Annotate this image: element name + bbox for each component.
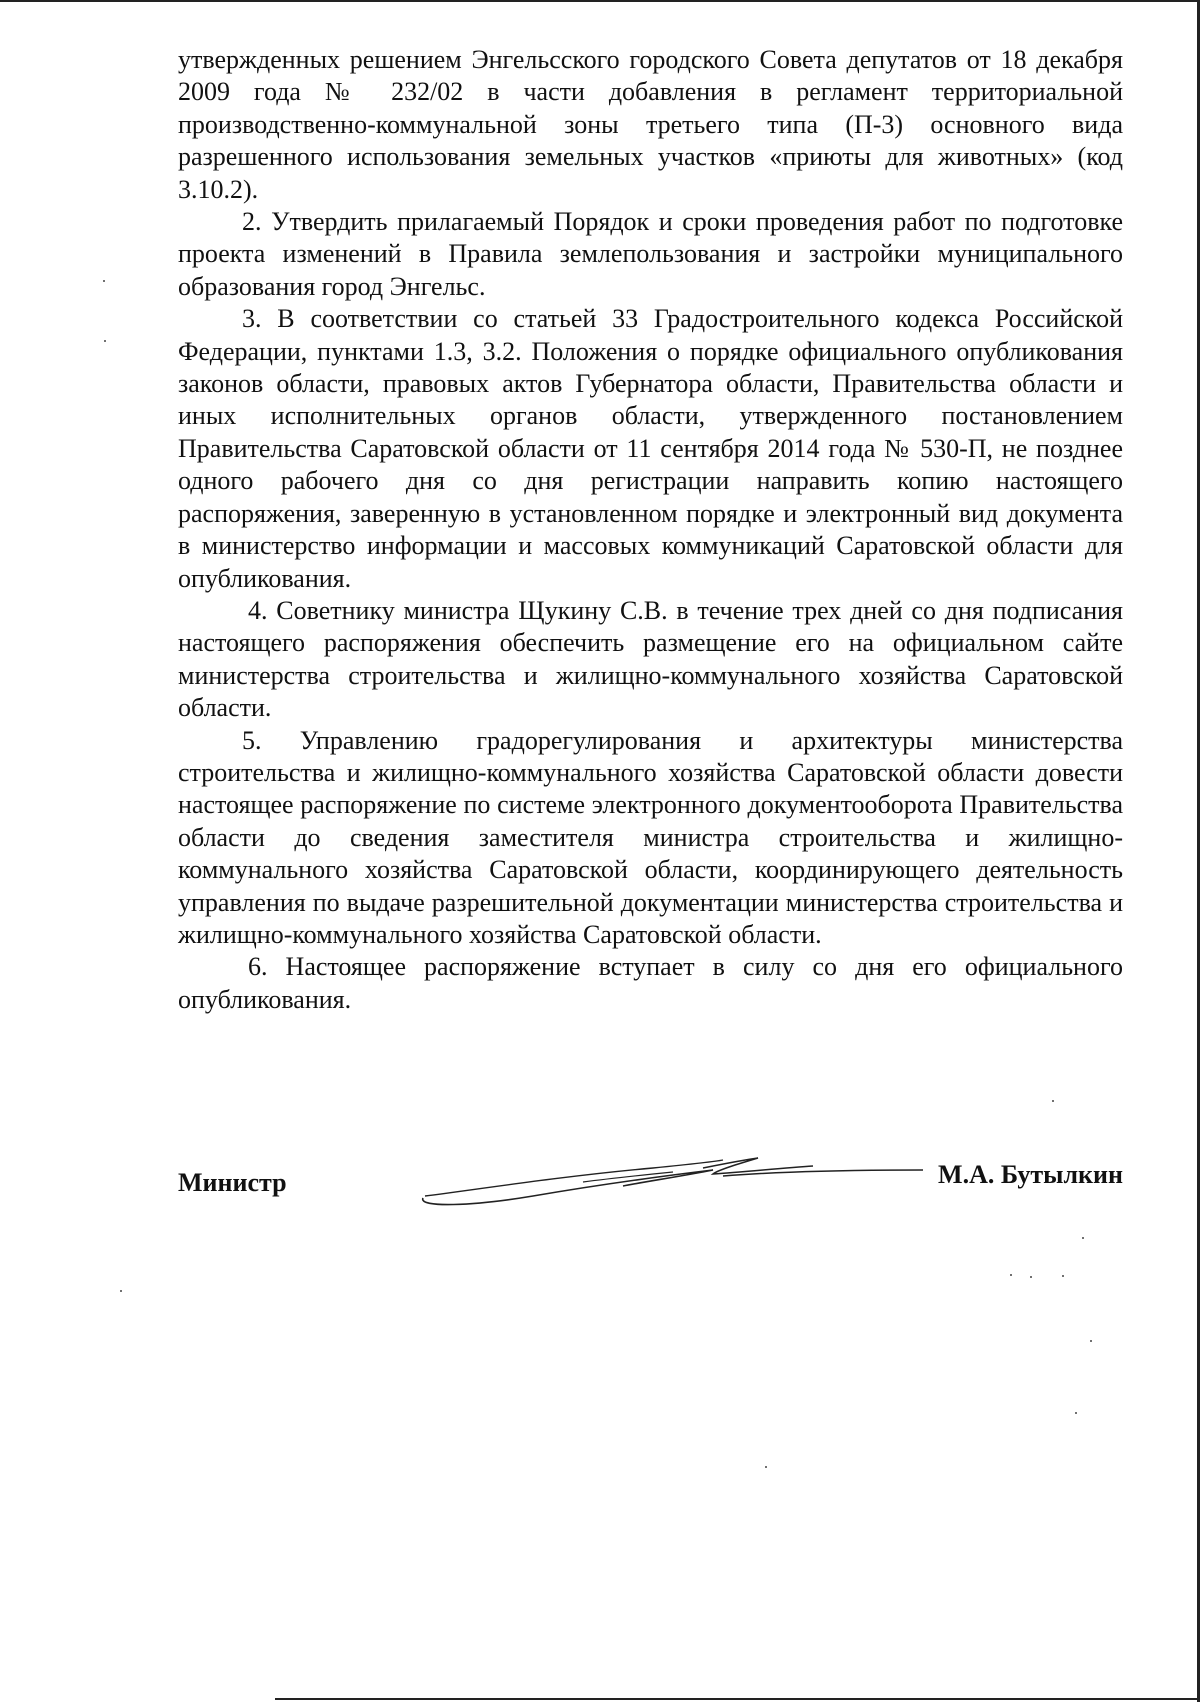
scan-speck xyxy=(1010,1274,1012,1276)
bottom-border-line xyxy=(275,1698,1200,1700)
signature-block xyxy=(178,1160,1123,1228)
paragraph-continuation: утвержденных решением Энгельсского городского Совета депутатов от 18 декабря 2009 года № 232/02 в части добавления в регламент территориальной производственно-коммунальной зоны третьего типа (П-3) основного вида разрешенного использования земельных участков «приюты для животных» (код 3.10.2). xyxy=(178,45,1123,204)
paragraph-item-2: 2. Утвердить прилагаемый Порядок и сроки проведения работ по подготовке проекта изменений в Правила землепользования и застройки муниципального образования город Энгельс. xyxy=(178,207,1123,301)
scan-speck xyxy=(1052,1100,1054,1102)
scan-speck xyxy=(1090,1340,1092,1342)
scan-speck xyxy=(765,1466,767,1468)
signatory-title: Министр xyxy=(178,1168,287,1197)
scan-speck xyxy=(103,280,105,282)
scan-speck xyxy=(104,340,106,342)
scan-speck xyxy=(1082,1237,1084,1239)
top-border-line xyxy=(0,0,1200,2)
paragraph-item-5: 5. Управлению градорегулирования и архитектуры министерства строительства и жилищно-коммунального хозяйства Саратовской области довести настоящее распоряжение по системе электронного документооборота Правительства области до сведения заместителя министра строительства и жилищно-коммунального хозяйства Саратовской области, координирующего деятельность управления по выдаче разрешительной документации министерства строительства и жилищно-коммунального хозяйства Саратовской области. xyxy=(178,725,1123,949)
document-body xyxy=(178,44,1123,1016)
scan-speck xyxy=(1030,1276,1032,1278)
paragraph-item-6: 6. Настоящее распоряжение вступает в силу со дня его официального опубликования. xyxy=(178,952,1123,1014)
scan-speck xyxy=(1075,1412,1077,1414)
scan-speck xyxy=(120,1290,122,1292)
handwritten-signature xyxy=(413,1146,933,1216)
scan-speck xyxy=(1062,1275,1064,1277)
paragraph-item-3: 3. В соответствии со статьей 33 Градостроительного кодекса Российской Федерации, пунктами 1.3, 3.2. Положения о порядке официального опубликования законов области, правовых актов Губернатора области, Правительства области и иных исполнительных органов области, утвержденного постановлением Правительства Саратовской области от 11 сентября 2014 года № 530-П, не позднее одного рабочего дня со дня регистрации направить копию настоящего распоряжения, заверенную в установленном порядке и электронный вид документа в министерство информации и массовых коммуникаций Саратовской области для опубликования. xyxy=(178,304,1123,593)
paragraph-item-4: 4. Советнику министра Щукину С.В. в течение трех дней со дня подписания настоящего распоряжения обеспечить размещение его на официальном сайте министерства строительства и жилищно-коммунального хозяйства Саратовской области. xyxy=(178,595,1123,723)
signatory-name: М.А. Бутылкин xyxy=(938,1160,1123,1189)
